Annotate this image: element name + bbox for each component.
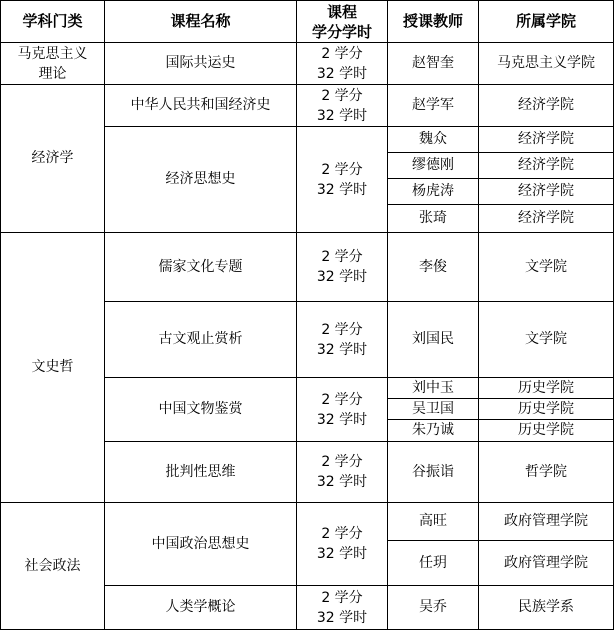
teacher-cell: 朱乃诚 (388, 420, 479, 442)
course-name-cell: 批判性思维 (105, 442, 297, 503)
header-credit-line1: 课程 (326, 2, 357, 21)
hours-text: 32 学时 (316, 411, 368, 428)
hours-text: 32 学时 (316, 269, 368, 285)
category-name-line1: 马克思主义 (17, 45, 88, 62)
course-name-cell: 国际共运史 (105, 43, 297, 85)
hours-text: 32 学时 (316, 65, 368, 82)
school-cell: 文学院 (479, 302, 614, 378)
school-cell: 经济学院 (479, 85, 614, 127)
course-name-cell: 经济思想史 (105, 127, 297, 233)
school-cell: 政府管理学院 (479, 541, 614, 586)
credit-hours-cell (297, 378, 388, 442)
header-credit (297, 1, 388, 43)
school-cell: 历史学院 (479, 420, 614, 442)
credit-hours-cell (297, 442, 388, 503)
school-cell: 历史学院 (479, 399, 614, 420)
credit-text: 2 学分 (321, 45, 363, 62)
teacher-cell: 吴卫国 (388, 399, 479, 420)
teacher-cell: 张琦 (388, 205, 479, 233)
credit-hours-cell (297, 127, 388, 233)
course-name-cell: 人类学概论 (105, 586, 297, 630)
hours-text: 32 学时 (316, 107, 368, 124)
school-cell: 经济学院 (479, 205, 614, 233)
teacher-cell: 刘中玉 (388, 378, 479, 399)
teacher-cell: 谷振诣 (388, 442, 479, 503)
teacher-cell: 赵智奎 (388, 43, 479, 85)
credit-hours-cell (297, 302, 388, 378)
school-cell: 文学院 (479, 233, 614, 302)
teacher-cell: 缪德刚 (388, 153, 479, 179)
teacher-cell: 吴乔 (388, 586, 479, 630)
header-row (1, 1, 614, 43)
course-name-cell: 中国文物鉴赏 (105, 378, 297, 442)
school-cell: 经济学院 (479, 153, 614, 179)
course-name-cell: 古文观止赏析 (105, 302, 297, 378)
course-name-cell: 儒家文化专题 (105, 233, 297, 302)
teacher-cell: 任玥 (388, 541, 479, 586)
category-cell: 经济学 (1, 85, 105, 233)
school-cell: 历史学院 (479, 378, 614, 399)
table-row (1, 233, 614, 302)
header-credit-line2: 学分学时 (311, 22, 372, 41)
category-cell: 社会政法 (1, 503, 105, 630)
course-name-cell: 中华人民共和国经济史 (105, 85, 297, 127)
school-cell: 马克思主义学院 (479, 43, 614, 85)
hours-text: 32 学时 (316, 341, 368, 358)
header-school: 所属学院 (479, 1, 614, 43)
credit-hours-cell (297, 85, 388, 127)
hours-text: 32 学时 (316, 474, 368, 490)
credit-text: 2 学分 (321, 87, 363, 104)
credit-text: 2 学分 (321, 589, 363, 606)
header-course: 课程名称 (105, 1, 297, 43)
header-category: 学科门类 (1, 1, 105, 43)
table-row (1, 503, 614, 541)
teacher-cell: 赵学军 (388, 85, 479, 127)
hours-text: 32 学时 (316, 546, 368, 562)
teacher-cell: 魏众 (388, 127, 479, 153)
teacher-cell: 李俊 (388, 233, 479, 302)
category-name-line2: 理论 (38, 65, 67, 82)
hours-text: 32 学时 (316, 609, 368, 626)
credit-hours-cell (297, 503, 388, 586)
credit-hours-cell (297, 43, 388, 85)
school-cell: 经济学院 (479, 127, 614, 153)
school-cell: 经济学院 (479, 179, 614, 205)
school-cell: 哲学院 (479, 442, 614, 503)
table-row (1, 85, 614, 127)
credit-text: 2 学分 (321, 249, 363, 265)
header-teacher: 授课教师 (388, 1, 479, 43)
category-cell (1, 43, 105, 85)
credit-text: 2 学分 (321, 391, 363, 408)
course-name-cell: 中国政治思想史 (105, 503, 297, 586)
credit-text: 2 学分 (321, 526, 363, 542)
school-cell: 政府管理学院 (479, 503, 614, 541)
credit-text: 2 学分 (321, 161, 363, 178)
credit-hours-cell (297, 586, 388, 630)
hours-text: 32 学时 (316, 181, 368, 198)
teacher-cell: 高旺 (388, 503, 479, 541)
credit-text: 2 学分 (321, 321, 363, 338)
school-cell: 民族学系 (479, 586, 614, 630)
credit-hours-cell (297, 233, 388, 302)
teacher-cell: 杨虎涛 (388, 179, 479, 205)
table-row (1, 43, 614, 85)
category-cell: 文史哲 (1, 233, 105, 503)
credit-text: 2 学分 (321, 454, 363, 470)
teacher-cell: 刘国民 (388, 302, 479, 378)
